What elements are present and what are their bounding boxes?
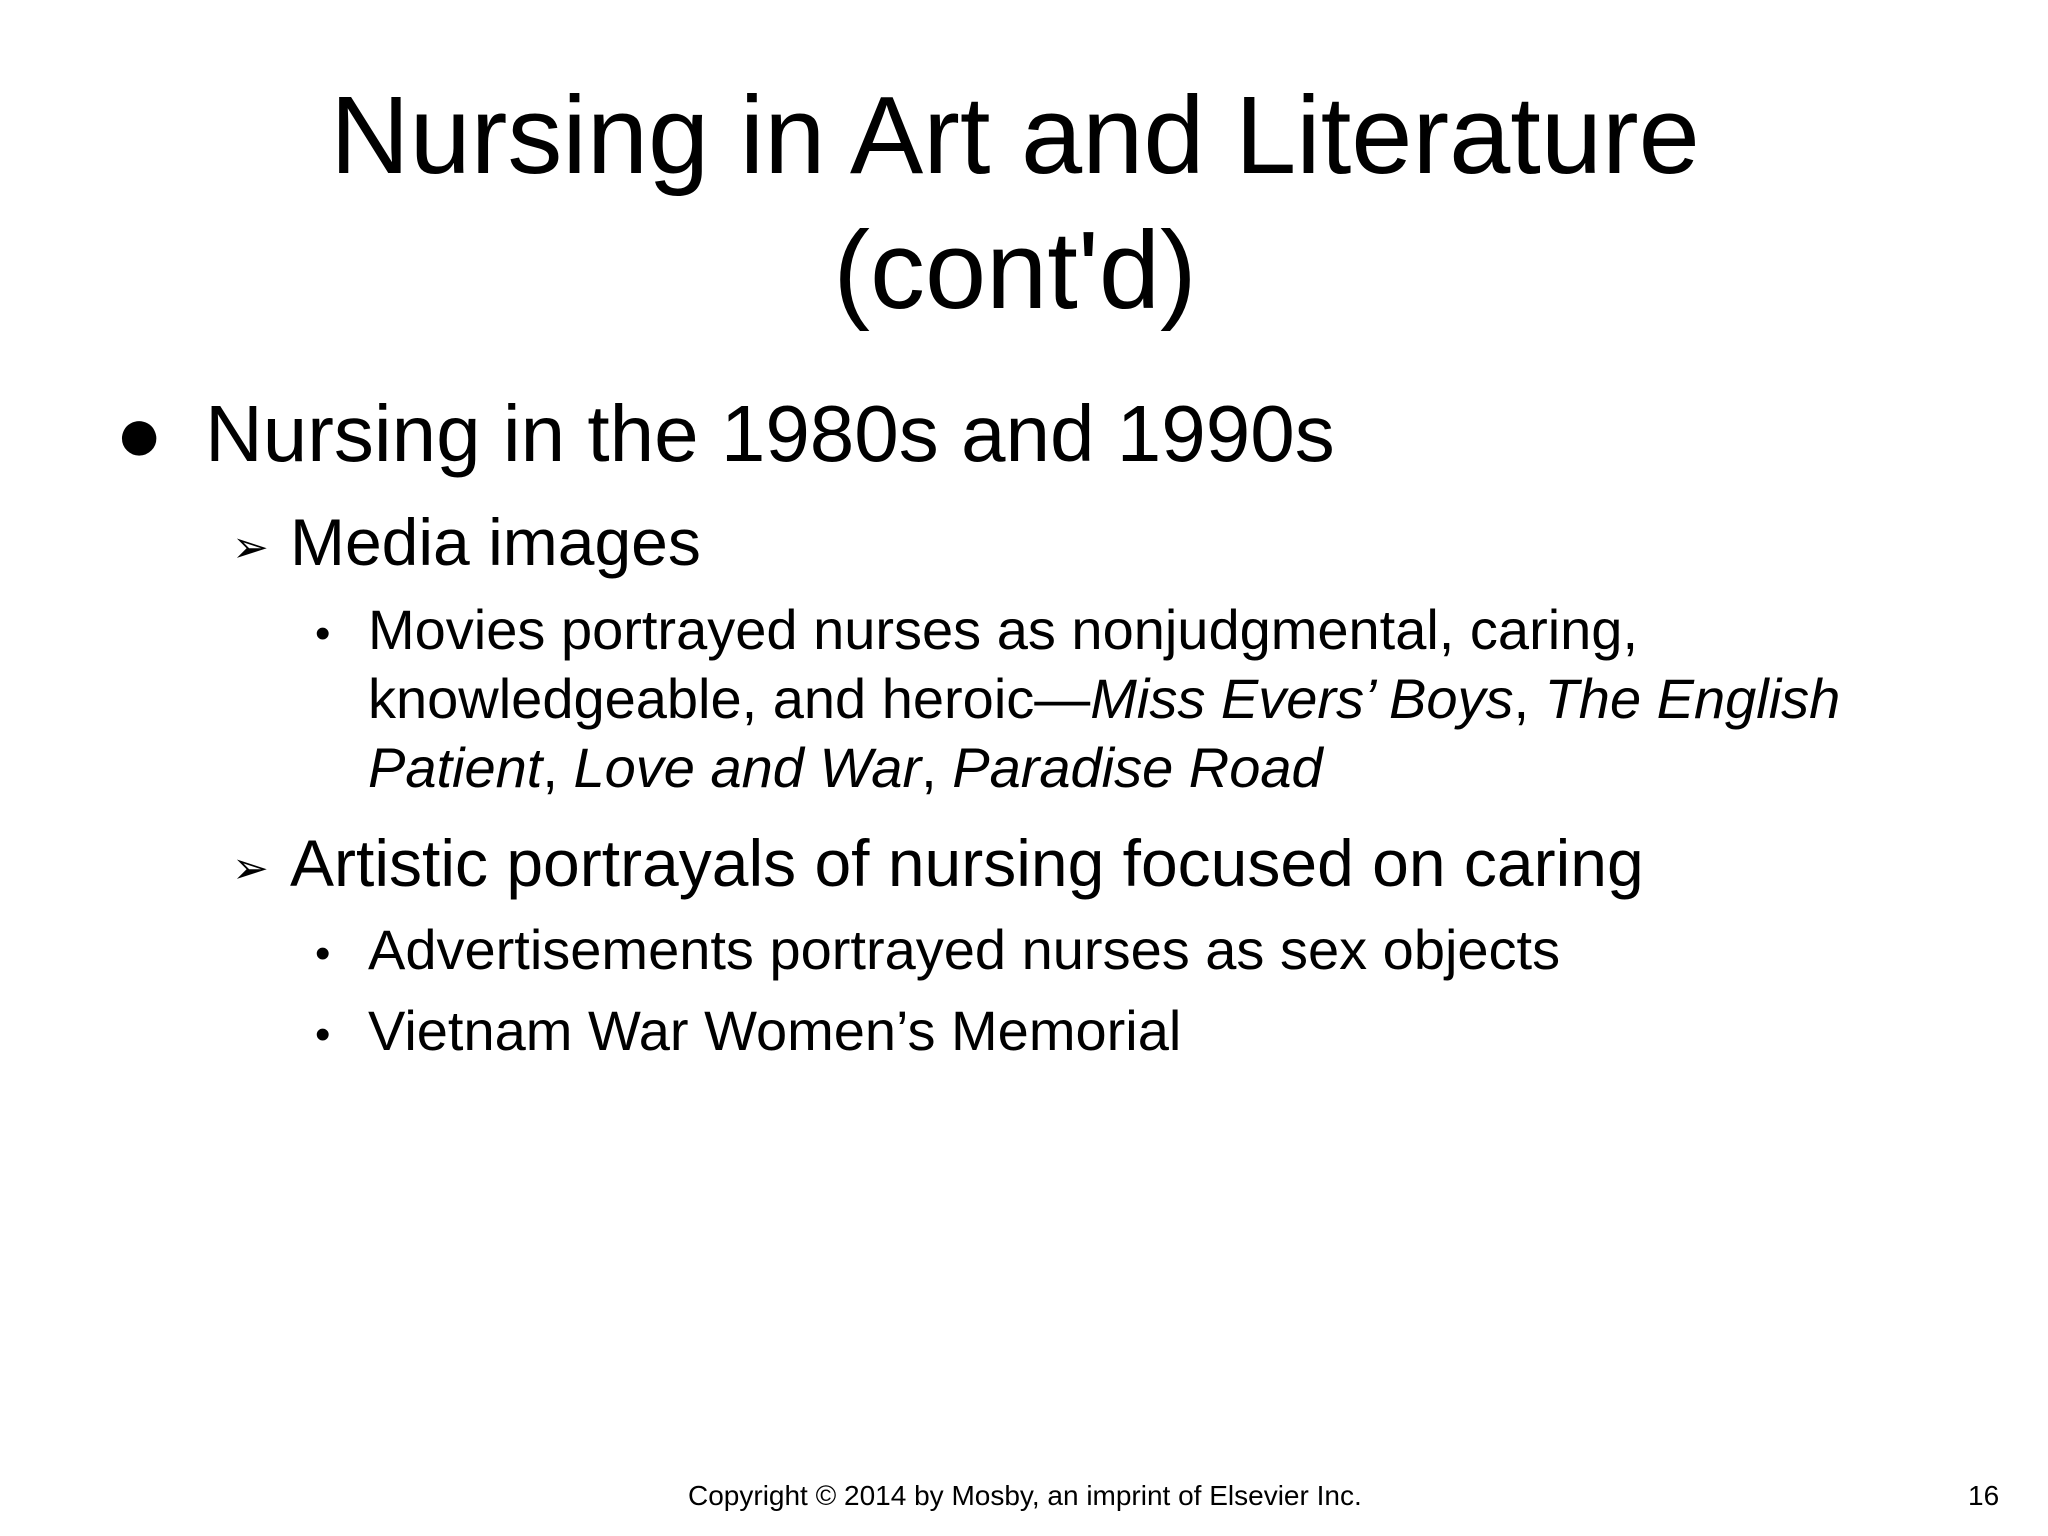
item-movies-intro: Movies portrayed nurses as nonjudgmental, caring, knowledgeable, and heroic— — [368, 598, 1639, 730]
copyright-notice: Copyright © 2014 by Mosby, an imprint of Elsevier Inc. — [688, 1480, 1362, 1511]
separator: , — [1513, 667, 1545, 730]
item-advertisements-text: Advertisements portrayed nurses as sex objects — [368, 918, 1561, 981]
movie-title: Miss Evers’ Boys — [1090, 667, 1514, 730]
dot-bullet-icon: • — [315, 929, 331, 978]
item-movies-text — [368, 595, 1918, 802]
separator: , — [542, 736, 574, 799]
movie-title: The English Patient — [368, 667, 1841, 799]
slide-title-line-1: Nursing in Art and Literature — [330, 74, 1700, 197]
dot-bullet-icon: • — [315, 609, 331, 658]
item-memorial-text: Vietnam War Women’s Memorial — [368, 999, 1182, 1062]
separator: , — [921, 736, 953, 799]
slide-title — [150, 68, 1880, 338]
page-number: 16 — [1968, 1480, 2000, 1511]
arrowhead-bullet-icon: ➢ — [232, 523, 269, 572]
movie-title: Love and War — [573, 736, 922, 799]
sub-bullet-text: Artistic portrayals of nursing focused on caring — [290, 826, 1644, 900]
sub-bullet-text: Media images — [290, 505, 701, 579]
arrowhead-bullet-icon: ➢ — [232, 844, 269, 893]
filled-circle-bullet-icon: ● — [115, 389, 164, 478]
bullet-level-1-text: Nursing in the 1980s and 1990s — [205, 389, 1335, 478]
movie-title: Paradise Road — [952, 736, 1323, 799]
dot-bullet-icon: • — [315, 1010, 331, 1059]
slide-title-line-2: (cont'd) — [833, 209, 1197, 332]
